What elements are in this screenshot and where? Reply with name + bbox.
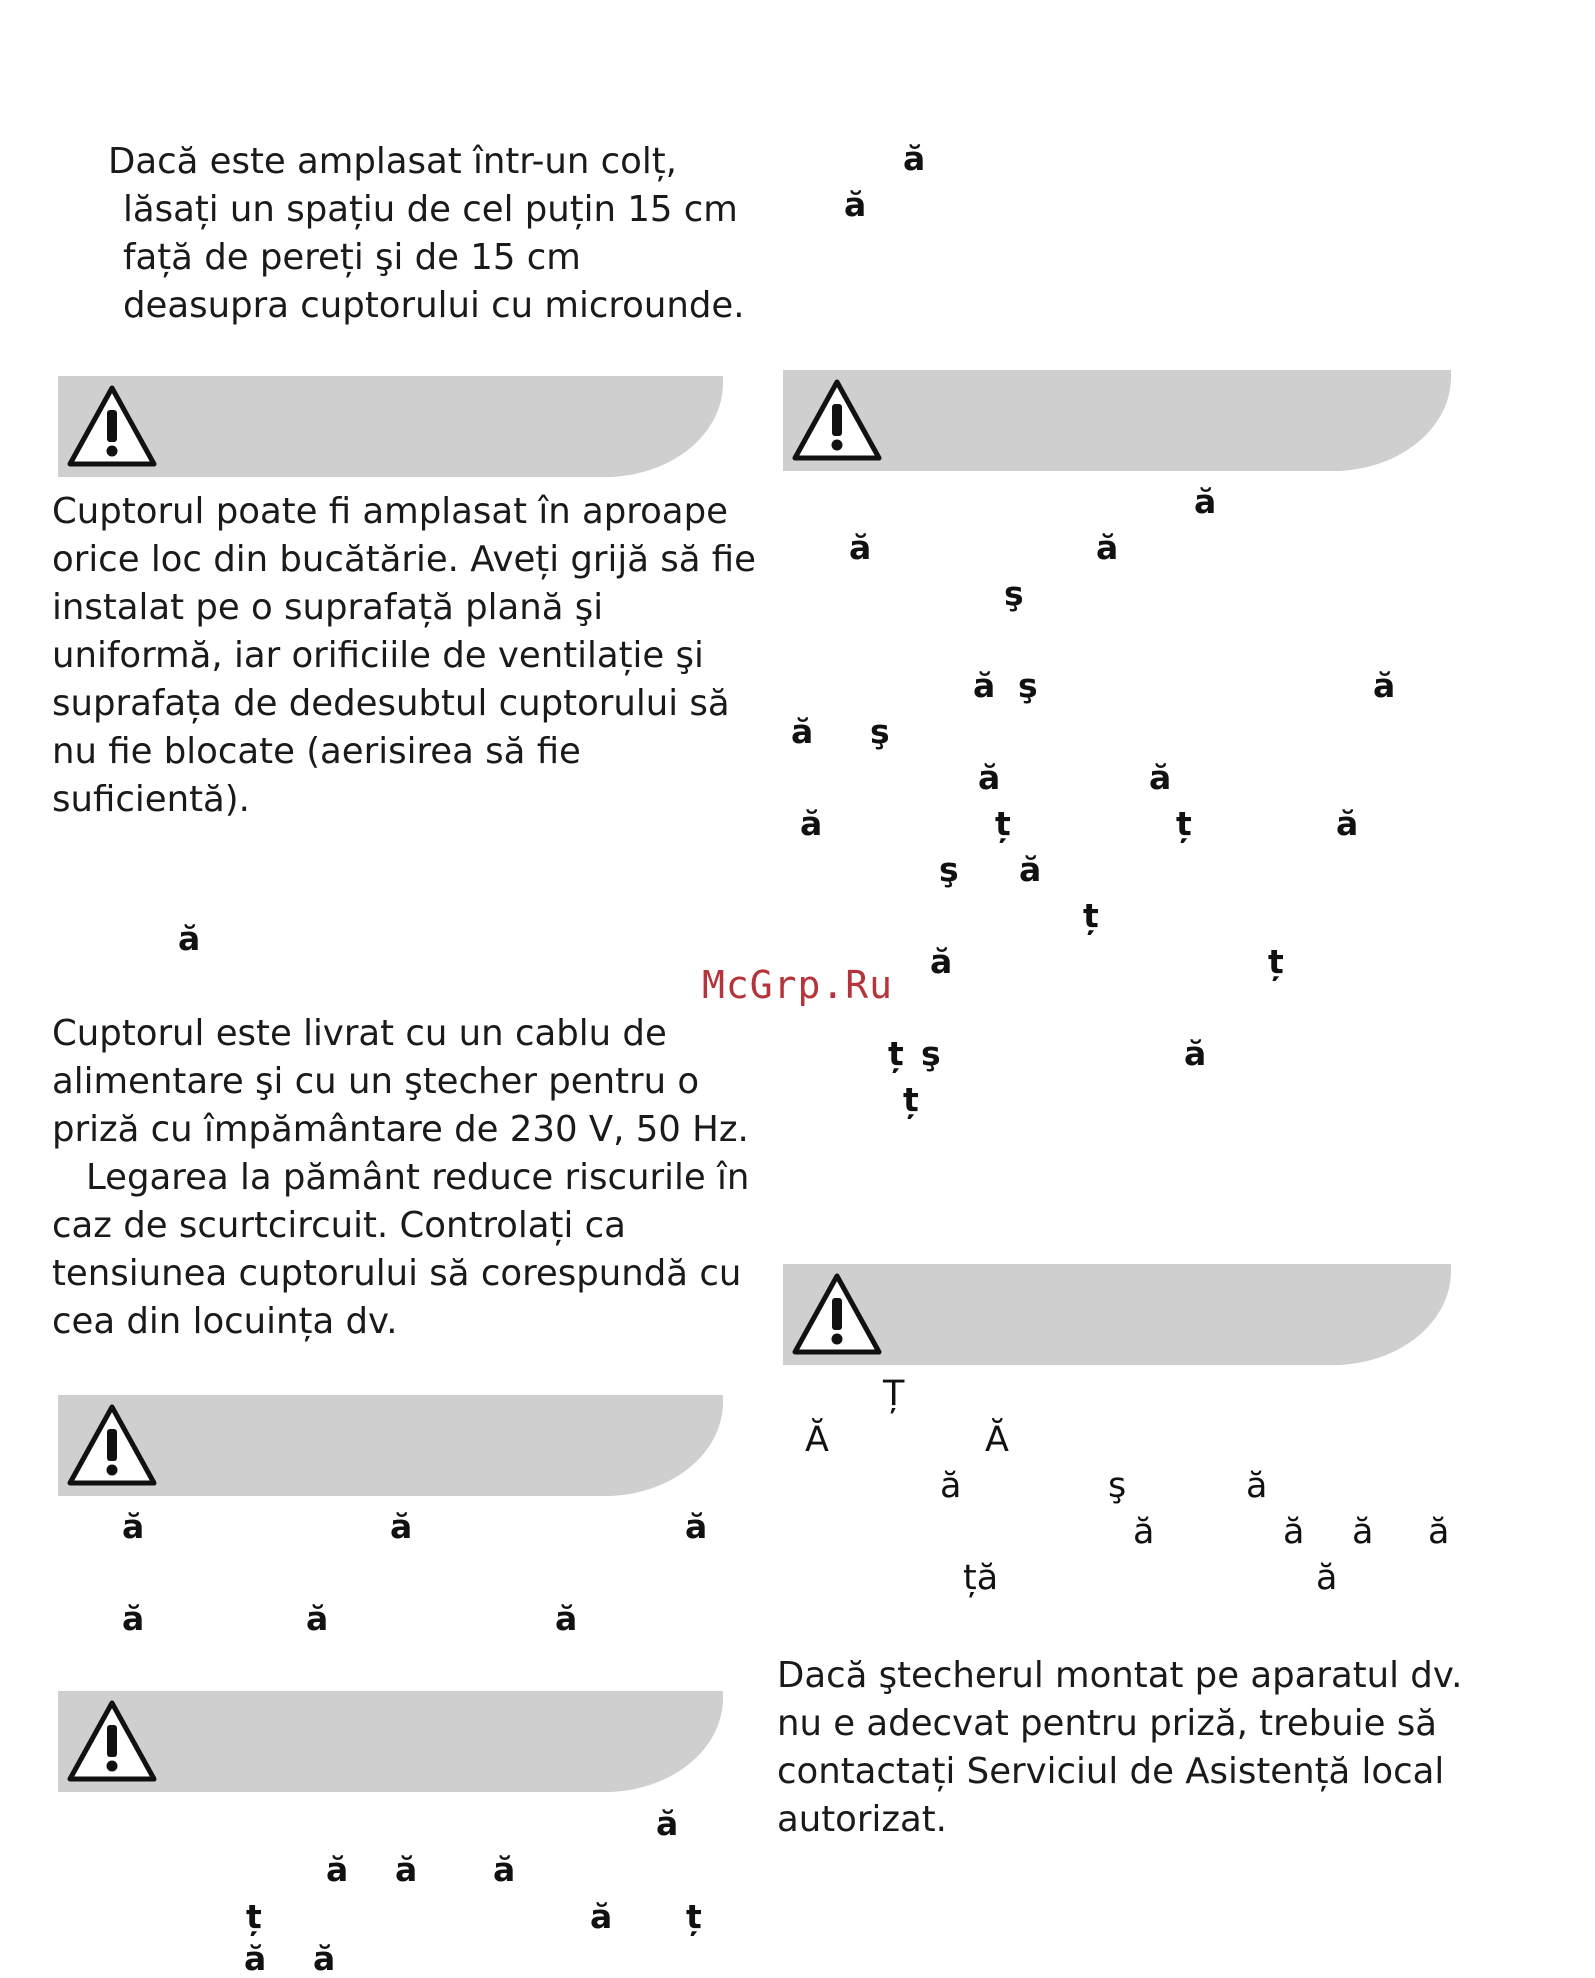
residual-glyph: ț (1083, 896, 1099, 935)
residual-glyph: ă (122, 1599, 145, 1638)
residual-glyph: ă (903, 139, 926, 178)
residual-glyph: ă (306, 1599, 329, 1638)
residual-glyph: ț (903, 1080, 919, 1119)
residual-glyph: ț (1176, 804, 1192, 843)
residual-glyph: ă (978, 758, 1001, 797)
residual-glyph: ă (390, 1507, 413, 1546)
warning-bar (58, 376, 723, 477)
residual-glyph: ă (590, 1897, 613, 1936)
residual-glyph: ă (326, 1850, 349, 1889)
residual-glyph: ş (870, 712, 890, 751)
warning-bar (58, 1395, 723, 1496)
residual-glyph: Ă (805, 1420, 829, 1460)
residual-glyph: ă (930, 942, 953, 981)
residual-glyph: ă (1373, 666, 1396, 705)
residual-glyph: ă (973, 666, 996, 705)
warning-bar (58, 1691, 723, 1792)
warning-triangle-icon (66, 384, 158, 470)
residual-glyph: ă (1428, 1512, 1450, 1552)
warning-bar (783, 370, 1451, 471)
watermark: McGrp.Ru (702, 963, 894, 1007)
plug-adapter-paragraph: Dacă ştecherul montat pe aparatul dv. nu e adecvat pentru priză, trebuie să contactați Serviciul de Asistență local autorizat. (777, 1655, 1463, 1840)
power-supply-paragraph: Cuptorul este livrat cu un cablu de alimentare şi cu un ştecher pentru o priză cu împământare de 230 V, 50 Hz. Legarea la pământ reduce riscurile în caz de scurtcircuit. Controlați ca tensiunea cuptorului să corespundă cu cea din locuința dv. (52, 1013, 750, 1342)
residual-glyph: ță (963, 1558, 999, 1598)
residual-glyph: ă (313, 1939, 336, 1978)
residual-glyph: ă (1316, 1558, 1338, 1598)
residual-glyph: ă (1283, 1512, 1305, 1552)
residual-glyph: ă (685, 1507, 708, 1546)
warning-triangle-icon (791, 378, 883, 464)
residual-glyph: ț (995, 804, 1011, 843)
residual-glyph: ş (1018, 666, 1038, 705)
residual-glyph: ă (122, 1507, 145, 1546)
residual-glyph: ț (246, 1897, 262, 1936)
residual-glyph: ş (1004, 574, 1024, 613)
corner-clearance-paragraph: Dacă este amplasat într-un colț, lăsați un spațiu de cel puțin 15 cm față de pereți şi de 15 cm deasupra cuptorului cu microunde. (108, 141, 745, 326)
residual-glyph: ț (686, 1897, 702, 1936)
residual-glyph: ț (888, 1034, 904, 1073)
residual-glyph: ă (656, 1804, 679, 1843)
residual-glyph: Ț (883, 1374, 905, 1414)
residual-glyph: ă (844, 185, 867, 224)
residual-glyph: ă (178, 919, 201, 958)
warning-triangle-icon (791, 1272, 883, 1358)
residual-glyph: ă (1019, 850, 1042, 889)
placement-paragraph: Cuptorul poate fi amplasat în aproape orice loc din bucătărie. Aveți grijă să fie instalat pe o suprafață plană şi uniformă, iar orificiile de ventilație şi suprafața de dedesubtul cuptorului să nu fie blocate (aerisirea să fie suficientă). (52, 491, 756, 820)
residual-glyph: ă (1133, 1512, 1155, 1552)
residual-glyph: ă (849, 528, 872, 567)
warning-triangle-icon (66, 1699, 158, 1785)
residual-glyph: ă (791, 712, 814, 751)
residual-glyph: ă (1149, 758, 1172, 797)
warning-triangle-icon (66, 1403, 158, 1489)
residual-glyph: ă (395, 1850, 418, 1889)
residual-glyph: ă (1096, 528, 1119, 567)
warning-bar (783, 1264, 1451, 1365)
residual-glyph: ț (1268, 942, 1284, 981)
residual-glyph: ă (1184, 1034, 1207, 1073)
residual-glyph: ă (493, 1850, 516, 1889)
residual-glyph: ă (1352, 1512, 1374, 1552)
residual-glyph: ş (939, 850, 959, 889)
residual-glyph: ş (921, 1034, 941, 1073)
residual-glyph: Ă (985, 1420, 1009, 1460)
residual-glyph: ă (555, 1599, 578, 1638)
residual-glyph: ă (800, 804, 823, 843)
residual-glyph: ă (1336, 804, 1359, 843)
residual-glyph: ş (1108, 1466, 1127, 1506)
residual-glyph: ă (940, 1466, 962, 1506)
residual-glyph: ă (1246, 1466, 1268, 1506)
residual-glyph: ă (244, 1939, 267, 1978)
residual-glyph: ă (1194, 482, 1217, 521)
